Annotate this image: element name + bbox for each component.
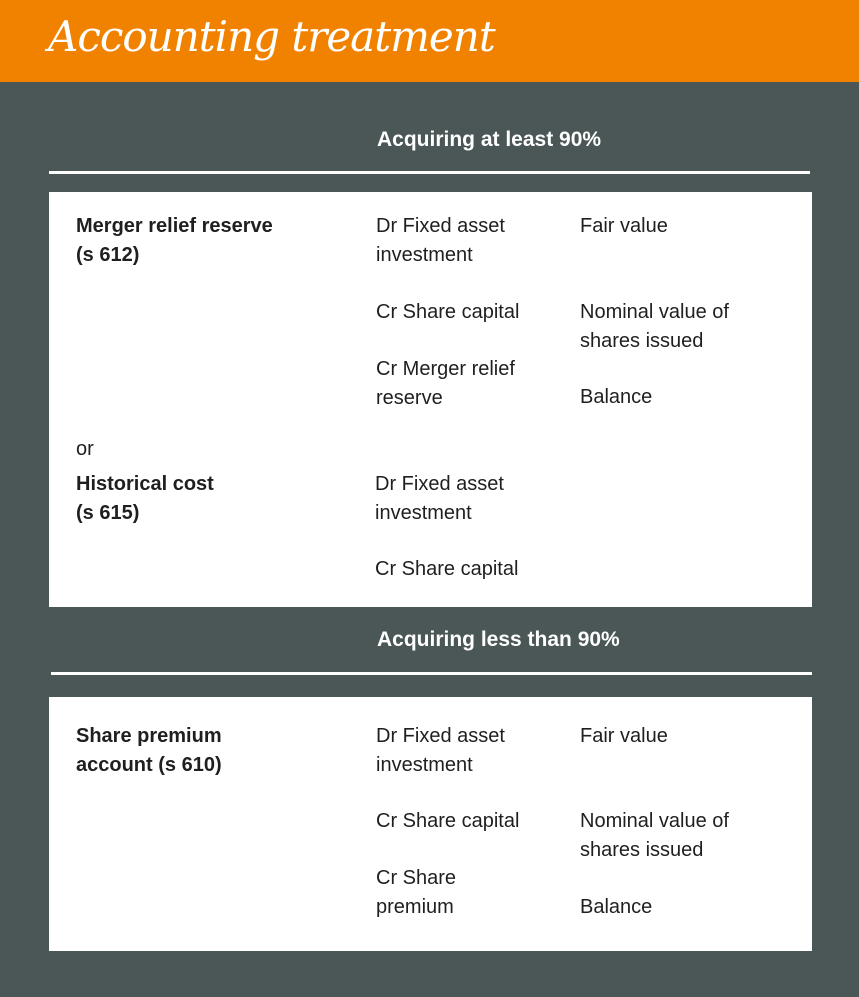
section-divider [49, 171, 810, 174]
entry-value: Balance [580, 896, 653, 918]
entry-account: Cr Share capital [376, 810, 520, 832]
entry-value: Balance [580, 386, 653, 408]
method-name-historical-cost: Historical cost (s 615) [76, 473, 214, 524]
or-separator: or [76, 438, 94, 460]
entry-value: Nominal value of shares issued [580, 810, 729, 861]
entry-value: Fair value [580, 725, 668, 747]
entry-account: Cr Share premium [376, 867, 457, 918]
entry-account: Cr Share capital [376, 301, 520, 323]
section-divider [51, 672, 812, 675]
method-name-share-premium: Share premium account (s 610) [76, 725, 222, 776]
entry-account: Dr Fixed asset investment [376, 215, 505, 266]
entry-account: Cr Merger relief reserve [376, 358, 515, 409]
entry-account: Dr Fixed asset investment [375, 473, 504, 524]
entry-value: Nominal value of shares issued [580, 301, 729, 352]
entry-account: Dr Fixed asset investment [376, 725, 505, 776]
section-heading-at-least-90: Acquiring at least 90% [377, 128, 602, 151]
header-banner [0, 0, 859, 82]
panel-less-than-90 [49, 697, 812, 951]
panel-at-least-90 [49, 192, 812, 607]
page-title: Accounting treatment [48, 12, 495, 61]
method-name-merger-relief: Merger relief reserve (s 612) [76, 215, 273, 266]
section-heading-less-than-90: Acquiring less than 90% [377, 628, 620, 651]
entry-account: Cr Share capital [375, 558, 519, 580]
entry-value: Fair value [580, 215, 668, 237]
